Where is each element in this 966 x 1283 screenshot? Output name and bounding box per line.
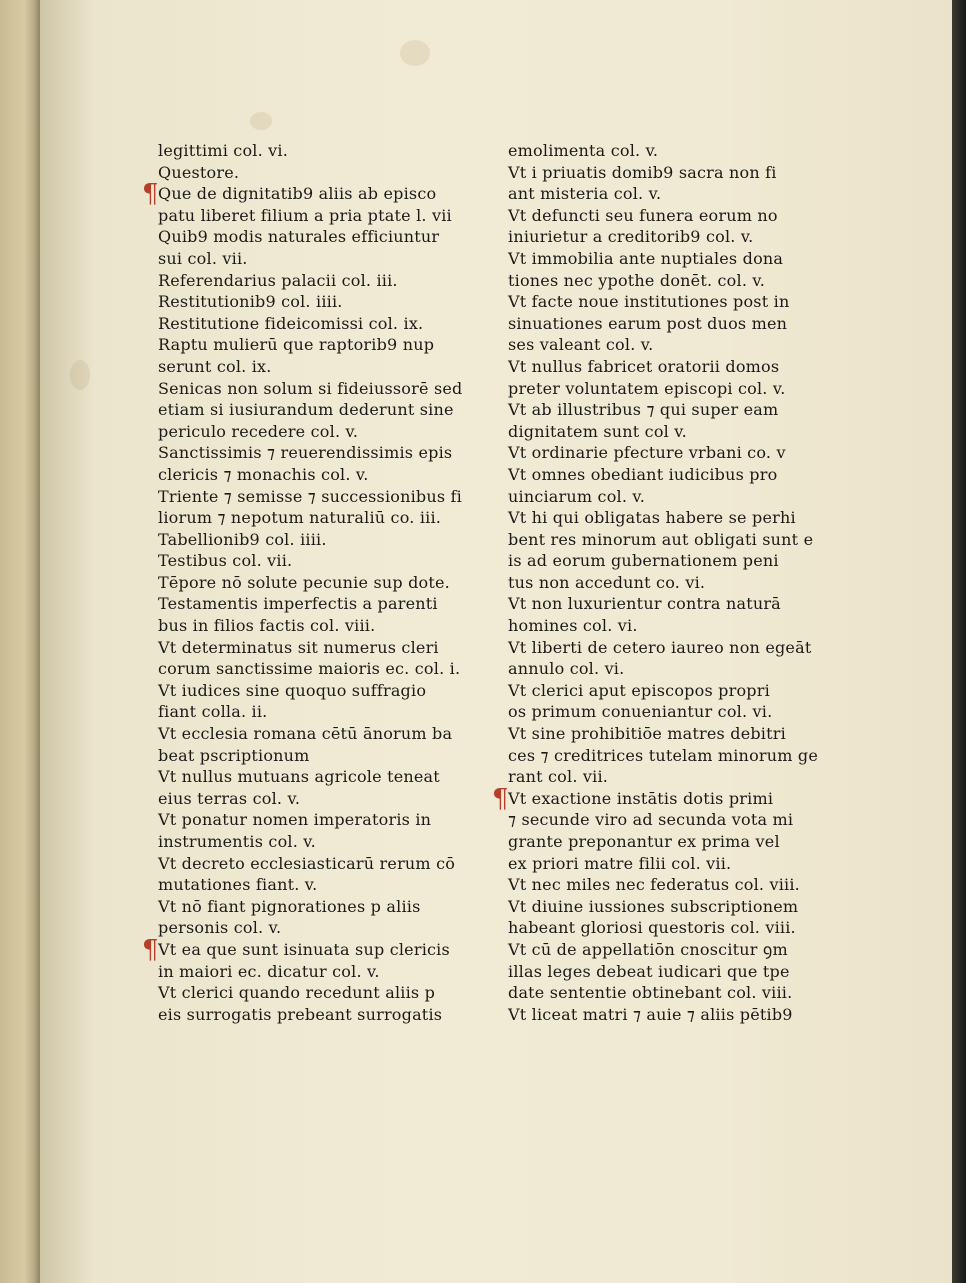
- line-text: Vt ecclesia romana cētū ānorum ba: [158, 724, 453, 744]
- text-line: [508, 291, 808, 313]
- text-line: [508, 334, 808, 356]
- line-text: dignitatem sunt col v.: [508, 421, 687, 441]
- text-line: [508, 961, 808, 983]
- text-line: [158, 550, 458, 572]
- line-text: ses valeant col. v.: [508, 335, 654, 355]
- line-text: periculo recedere col. v.: [158, 421, 359, 441]
- line-text: tus non accedunt co. vi.: [508, 572, 706, 592]
- line-text: Vt nullus fabricet oratorii domos: [508, 356, 780, 376]
- line-text: Quib9 modis naturales efficiuntur: [158, 227, 440, 247]
- text-line: [142, 179, 458, 210]
- text-line: [158, 162, 458, 184]
- text-line: [508, 464, 808, 486]
- text-line: [158, 809, 458, 831]
- text-line: [158, 615, 458, 637]
- text-line: [508, 442, 808, 464]
- line-text: illas leges debeat iudicari que tpe: [508, 961, 790, 981]
- line-text: Restitutionib9 col. iiii.: [158, 292, 343, 312]
- text-line: [508, 917, 808, 939]
- line-text: corum sanctissime maioris ec. col. i.: [158, 659, 461, 679]
- text-line: [508, 701, 808, 723]
- line-text: Triente ⁊ semisse ⁊ successionibus fi: [158, 486, 463, 506]
- line-text: Vt ponatur nomen imperatoris in: [158, 810, 432, 830]
- line-text: Tēpore nō solute pecunie sup dote.: [158, 572, 450, 592]
- text-line: [158, 313, 458, 335]
- line-text: tiones nec ypothe donēt. col. v.: [508, 270, 766, 290]
- line-text: iniurietur a creditorib9 col. v.: [508, 227, 754, 247]
- line-text: fiant colla. ii.: [158, 702, 268, 722]
- paper-stain: [250, 112, 272, 130]
- line-text: Vt ab illustribus ⁊ qui super eam: [508, 400, 779, 420]
- line-text: mutationes fiant. v.: [158, 875, 318, 895]
- line-text: ces ⁊ creditrices tutelam minorum ge: [508, 745, 819, 765]
- rubric-mark: ¶: [142, 179, 159, 210]
- line-text: Vt exactione instātis dotis primi: [508, 788, 774, 808]
- text-line: [508, 874, 808, 896]
- text-column-left: [142, 140, 463, 1025]
- line-text: sui col. vii.: [158, 248, 248, 268]
- text-line: [158, 529, 458, 551]
- text-line: [508, 507, 808, 529]
- line-text: date sententie obtinebant col. viii.: [508, 983, 793, 1003]
- text-line: [158, 572, 458, 594]
- text-line: [158, 291, 458, 313]
- line-text: Vt decreto ecclesiasticarū rerum cō: [158, 853, 456, 873]
- text-line: [158, 226, 458, 248]
- text-line: [158, 961, 458, 983]
- text-line: [508, 572, 808, 594]
- line-text: etiam si iusiurandum dederunt sine: [158, 400, 454, 420]
- text-line: [158, 853, 458, 875]
- line-text: Vt nō fiant pignorationes p aliis: [158, 896, 421, 916]
- text-line: [508, 745, 819, 767]
- line-text: personis col. v.: [158, 918, 282, 938]
- text-line: [508, 378, 808, 400]
- line-text: preter voluntatem episcopi col. v.: [508, 378, 786, 398]
- text-line: [158, 917, 458, 939]
- line-text: os primum conueniantur col. vi.: [508, 702, 773, 722]
- text-line: [508, 486, 808, 508]
- line-text: Vt ea que sunt isinuata sup clericis: [158, 939, 450, 959]
- text-line: [508, 205, 808, 227]
- line-text: rant col. vii.: [508, 767, 609, 787]
- text-line: [508, 593, 808, 615]
- line-text: sinuationes earum post duos men: [508, 313, 788, 333]
- line-text: emolimenta col. v.: [508, 141, 659, 160]
- line-text: Vt nullus mutuans agricole teneat: [158, 767, 440, 787]
- text-line: [508, 939, 808, 961]
- text-line: [158, 205, 458, 227]
- line-text: Sanctissimis ⁊ reuerendissimis epis: [158, 443, 453, 463]
- text-line: [508, 982, 808, 1004]
- line-text: Vt nec miles nec federatus col. viii.: [508, 875, 800, 895]
- line-text: clericis ⁊ monachis col. v.: [158, 464, 369, 484]
- text-line: [508, 680, 808, 702]
- line-text: annulo col. vi.: [508, 659, 625, 679]
- text-line: [508, 896, 808, 918]
- line-text: Vt sine prohibitiōe matres debitri: [508, 724, 786, 744]
- text-line: [508, 140, 808, 162]
- line-text: Testamentis imperfectis a parenti: [158, 594, 438, 614]
- text-line: [508, 162, 808, 184]
- text-line: [158, 248, 458, 270]
- line-text: uinciarum col. v.: [508, 486, 646, 506]
- text-line: [142, 934, 458, 965]
- text-line: [158, 140, 458, 162]
- text-line: [508, 529, 814, 551]
- line-text: beat pscriptionum: [158, 745, 310, 765]
- line-text: ant misteria col. v.: [508, 184, 662, 204]
- text-line: [508, 853, 808, 875]
- text-line: [508, 399, 808, 421]
- line-text: liorum ⁊ nepotum naturaliū co. iii.: [158, 508, 442, 528]
- line-text: Vt iudices sine quoquo suffragio: [158, 680, 427, 700]
- page-shadow-edge: [952, 0, 966, 1283]
- text-line: [158, 680, 458, 702]
- text-line: [508, 637, 812, 659]
- line-text: Testibus col. vii.: [158, 551, 293, 571]
- text-line: [158, 464, 458, 486]
- line-text: is ad eorum gubernationem peni: [508, 551, 779, 571]
- text-line: [508, 248, 808, 270]
- line-text: Vt i priuatis domib9 sacra non fi: [508, 162, 777, 182]
- line-text: Que de dignitatib9 aliis ab episco: [158, 184, 437, 204]
- line-text: Vt facte noue institutiones post in: [508, 292, 790, 312]
- text-line: [508, 226, 808, 248]
- text-line: [158, 334, 458, 356]
- text-line: [508, 615, 808, 637]
- line-text: Vt defuncti seu funera eorum no: [508, 205, 778, 225]
- text-line: [158, 378, 463, 400]
- line-text: in maiori ec. dicatur col. v.: [158, 961, 380, 981]
- line-text: patu liberet filium a pria ptate l. vii: [158, 205, 452, 225]
- text-line: [158, 421, 458, 443]
- line-text: Vt cū de appellatiōn cnoscitur ꝯm: [508, 939, 788, 959]
- text-line: [508, 1004, 808, 1026]
- text-line: [158, 1004, 458, 1026]
- text-line: [508, 766, 808, 788]
- text-line: [158, 442, 458, 464]
- line-text: Vt diuine iussiones subscriptionem: [508, 896, 799, 916]
- line-text: Vt hi qui obligatas habere se perhi: [508, 508, 796, 528]
- text-line: [508, 183, 808, 205]
- text-line: [158, 486, 463, 508]
- text-line: [158, 831, 458, 853]
- text-line: [508, 658, 808, 680]
- text-line: [158, 356, 458, 378]
- line-text: grante preponantur ex prima vel: [508, 832, 780, 851]
- text-line: [158, 723, 458, 745]
- line-text: Vt clerici quando recedunt aliis p: [158, 983, 436, 1003]
- text-line: [158, 637, 458, 659]
- text-line: [158, 745, 458, 767]
- line-text: Tabellionib9 col. iiii.: [158, 529, 327, 549]
- line-text: Vt ordinarie pfecture vrbani co. v: [508, 443, 786, 463]
- text-line: [158, 658, 461, 680]
- line-text: Vt liberti de cetero iaureo non egeāt: [508, 637, 812, 657]
- paper-stain: [70, 360, 90, 390]
- text-line: [508, 550, 808, 572]
- line-text: Raptu mulierū que raptorib9 nup: [158, 335, 435, 355]
- line-text: Referendarius palacii col. iii.: [158, 270, 398, 290]
- line-text: Vt clerici aput episcopos propri: [508, 680, 770, 700]
- text-column-right: [492, 140, 819, 1025]
- book-spine-edge: [0, 0, 40, 1283]
- line-text: Restitutione fideicomissi col. ix.: [158, 313, 424, 333]
- line-text: Vt non luxurientur contra naturā: [508, 594, 781, 614]
- line-text: Senicas non solum si fideiussorē sed: [158, 378, 463, 398]
- line-text: ex priori matre filii col. vii.: [508, 853, 732, 873]
- line-text: Vt determinatus sit numerus cleri: [158, 637, 439, 657]
- text-line: [158, 270, 458, 292]
- rubric-mark: ¶: [142, 934, 159, 965]
- text-line: [158, 896, 458, 918]
- line-text: Vt omnes obediant iudicibus pro: [508, 464, 778, 484]
- text-line: [158, 701, 458, 723]
- text-line: [158, 874, 458, 896]
- text-line: [158, 507, 458, 529]
- text-line: [508, 313, 808, 335]
- line-text: bus in filios factis col. viii.: [158, 616, 376, 636]
- text-line: [158, 593, 458, 615]
- line-text: eis surrogatis prebeant surrogatis: [158, 1004, 443, 1024]
- text-line: [158, 982, 458, 1004]
- line-text: ⁊ secunde viro ad secunda vota mi: [508, 810, 794, 830]
- line-text: Questore.: [158, 162, 240, 182]
- text-line: [508, 809, 808, 831]
- line-text: habeant gloriosi questoris col. viii.: [508, 918, 796, 938]
- line-text: Vt liceat matri ⁊ auie ⁊ aliis pētib9: [508, 1004, 793, 1024]
- text-line: [508, 270, 808, 292]
- line-text: eius terras col. v.: [158, 788, 301, 808]
- line-text: legittimi col. vi.: [158, 141, 289, 160]
- text-line: [158, 788, 458, 810]
- text-line: [158, 766, 458, 788]
- line-text: bent res minorum aut obligati sunt e: [508, 529, 814, 549]
- text-line: [508, 723, 808, 745]
- text-line: [508, 421, 808, 443]
- text-line: [158, 399, 458, 421]
- line-text: instrumentis col. v.: [158, 832, 316, 851]
- paper-stain: [400, 40, 430, 66]
- text-line: [508, 356, 808, 378]
- line-text: serunt col. ix.: [158, 356, 272, 376]
- rubric-mark: ¶: [492, 783, 509, 814]
- text-line: [508, 831, 808, 853]
- line-text: homines col. vi.: [508, 616, 638, 636]
- text-line: [492, 783, 808, 814]
- line-text: Vt immobilia ante nuptiales dona: [508, 248, 784, 268]
